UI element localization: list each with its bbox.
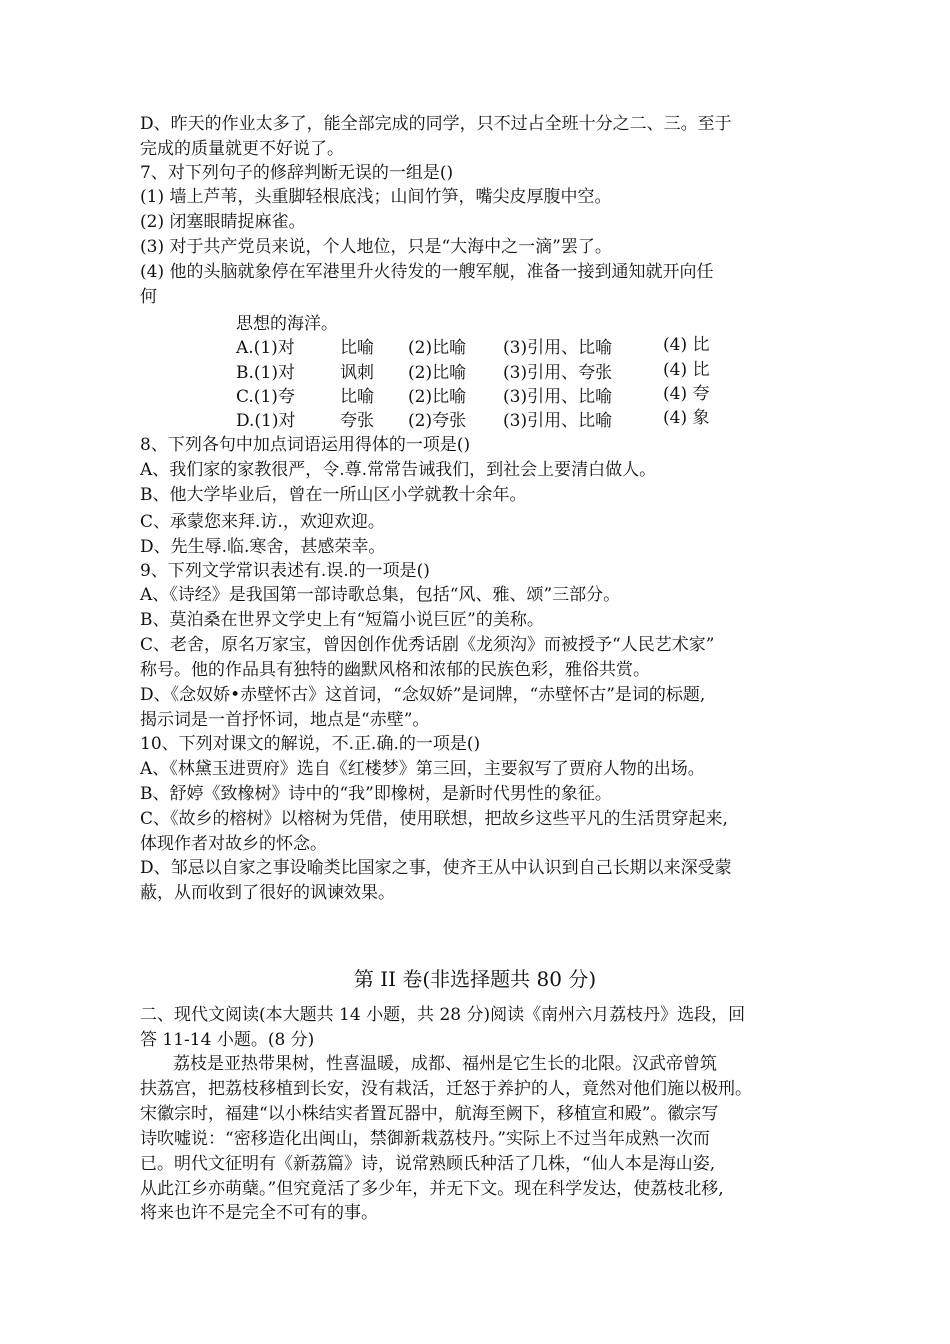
option-label: A.(1)对 bbox=[236, 338, 295, 358]
text-line: 揭示词是一首抒怀词，地点是“赤壁”。 bbox=[140, 710, 430, 730]
text-line: (2) 闭塞眼睛捉麻雀。 bbox=[140, 212, 306, 232]
text-line: 思想的海洋。 bbox=[236, 314, 338, 334]
passage-line: 宋徽宗时，福建“以小株结实者置瓦器中，航海至阙下，移植宣和殿”。徽宗写 bbox=[140, 1104, 719, 1124]
option-cell: (3)引用、比喻 bbox=[503, 411, 613, 431]
passage-line: 诗吹嘘说：“密移造化出闽山，禁御新栽荔枝丹。”实际上不过当年成熟一次而 bbox=[140, 1129, 710, 1149]
option-cell: (3)引用、夸张 bbox=[503, 363, 613, 383]
option-label: B.(1)对 bbox=[236, 363, 295, 383]
text-line: D、昨天的作业太多了，能全部完成的同学，只不过占全班十分之二、三。至于 bbox=[140, 114, 732, 134]
option-cell: (2)比喻 bbox=[408, 338, 467, 358]
text-line: 答 11-14 小题。(8 分) bbox=[140, 1030, 315, 1050]
question-8: 8、下列各句中加点词语运用得体的一项是() bbox=[140, 435, 471, 455]
question-7: 7、对下列句子的修辞判断无误的一组是() bbox=[140, 163, 454, 183]
option-cell: 比喻 bbox=[340, 338, 374, 358]
text-line: 体现作者对故乡的怀念。 bbox=[140, 834, 327, 854]
option-cell: (2)比喻 bbox=[408, 387, 467, 407]
text-line: B、他大学毕业后，曾在一所山区小学就教十余年。 bbox=[140, 485, 527, 505]
text-line: 蔽，从而收到了很好的讽谏效果。 bbox=[140, 883, 395, 903]
passage-line: 扶荔宫，把荔枝移植到长安，没有栽活，迁怒于养护的人，竟然对他们施以极刑。 bbox=[140, 1079, 752, 1099]
option-cell: (4) 比 bbox=[663, 360, 710, 380]
option-cell: (3)引用、比喻 bbox=[503, 387, 613, 407]
text-line: (4) 他的头脑就象停在军港里升火待发的一艘军舰，准备一接到通知就开向任 bbox=[140, 262, 714, 282]
passage-line: 已。明代文征明有《新荔篇》诗，说常熟顾氏种活了几株，“仙人本是海山姿, bbox=[140, 1154, 716, 1174]
passage-line: 荔枝是亚热带果树，性喜温暖，成都、福州是它生长的北限。汉武帝曾筑 bbox=[173, 1054, 717, 1074]
option-cell: 讽刺 bbox=[340, 363, 374, 383]
option-label: D.(1)对 bbox=[236, 411, 296, 431]
option-cell: (2)比喻 bbox=[408, 363, 467, 383]
text-line: D、《念奴娇•赤壁怀古》这首词，“念奴娇”是词牌，“赤壁怀古”是词的标题, bbox=[140, 685, 706, 705]
text-line: A、《林黛玉进贾府》选自《红楼梦》第三回，主要叙写了贾府人物的出场。 bbox=[140, 759, 705, 779]
option-cell: (3)引用、比喻 bbox=[503, 338, 613, 358]
text-line: A、我们家的家教很严，令.尊.常常告诫我们，到社会上要清白做人。 bbox=[140, 460, 657, 480]
option-cell: (4) 夸 bbox=[663, 384, 710, 404]
option-cell: 比喻 bbox=[340, 387, 374, 407]
option-cell: (4) 比 bbox=[663, 335, 710, 355]
text-line: 何 bbox=[140, 287, 157, 307]
text-line: B、舒婷《致橡树》诗中的“我”即橡树，是新时代男性的象征。 bbox=[140, 784, 612, 804]
text-line: A、《诗经》是我国第一部诗歌总集，包括“风、雅、颂”三部分。 bbox=[140, 585, 621, 605]
text-line: 称号。他的作品具有独特的幽默风格和浓郁的民族色彩，雅俗共赏。 bbox=[140, 660, 650, 680]
text-line: C、承蒙您来拜.访.，欢迎欢迎。 bbox=[140, 512, 385, 532]
passage-line: 从此江乡亦萌蘖。”但究竟活了多少年，并无下文。现在科学发达，使荔枝北移, bbox=[140, 1179, 724, 1199]
option-label: C.(1)夸 bbox=[236, 387, 295, 407]
text-line: D、先生辱.临.寒舍，甚感荣幸。 bbox=[140, 537, 386, 557]
option-cell: (4) 象 bbox=[663, 408, 710, 428]
text-line: C、老舍，原名万家宝，曾因创作优秀话剧《龙须沟》而被授予“人民艺术家” bbox=[140, 635, 715, 655]
text-line: D、邹忌以自家之事设喻类比国家之事，使齐王从中认识到自己长期以来深受蒙 bbox=[140, 858, 732, 878]
text-line: C、《故乡的榕树》以榕树为凭借，使用联想，把故乡这些平凡的生活贯穿起来, bbox=[140, 809, 728, 829]
option-cell: (2)夸张 bbox=[408, 411, 467, 431]
question-9: 9、下列文学常识表述有.误.的一项是() bbox=[140, 561, 430, 581]
text-line: B、莫泊桑在世界文学史上有“短篇小说巨匠”的美称。 bbox=[140, 610, 544, 630]
text-line: 完成的质量就更不好说了。 bbox=[140, 139, 344, 159]
question-10: 10、下列对课文的解说，不.正.确.的一项是() bbox=[140, 734, 481, 754]
section-title: 第 II 卷(非选择题共 80 分) bbox=[353, 967, 597, 991]
text-line: (1) 墙上芦苇，头重脚轻根底浅；山间竹笋，嘴尖皮厚腹中空。 bbox=[140, 187, 612, 207]
text-line: (3) 对于共产党员来说，个人地位，只是“大海中之一滴”罢了。 bbox=[140, 237, 612, 257]
option-cell: 夸张 bbox=[340, 411, 374, 431]
passage-line: 将来也许不是完全不可有的事。 bbox=[140, 1203, 378, 1223]
section-intro: 二、现代文阅读(本大题共 14 小题，共 28 分)阅读《南州六月荔枝丹》选段，回 bbox=[140, 1005, 746, 1025]
